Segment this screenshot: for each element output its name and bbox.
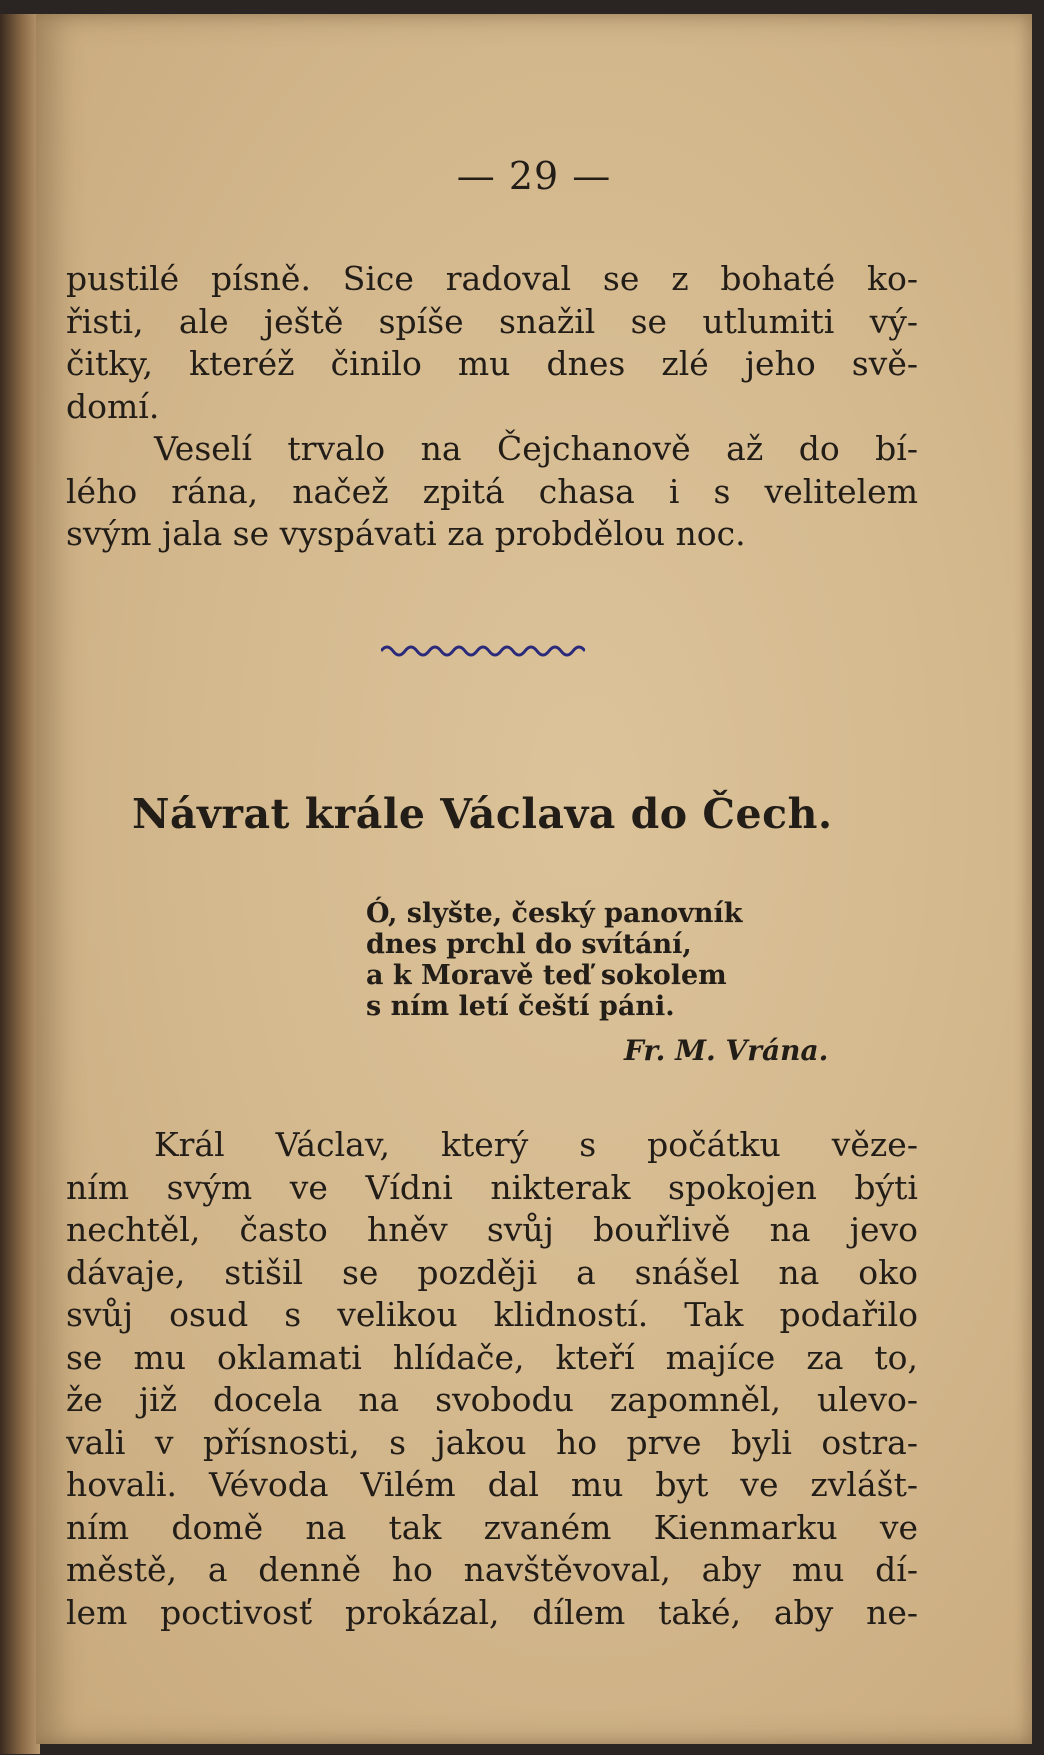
- text-line: řisti, ale ještě spíše snažil se utlumiti vý-: [66, 301, 918, 341]
- text-line: domí.: [66, 386, 160, 426]
- epigraph-line: s ním letí čeští páni.: [366, 991, 675, 1022]
- text-line: se mu oklamati hlídače, kteří majíce za to,: [66, 1337, 918, 1377]
- epigraph-line: dnes prchl do svítání,: [366, 929, 692, 960]
- epigraph-author: Fr. M. Vrána.: [624, 1034, 829, 1067]
- text-line: svůj osud s velikou klidností. Tak podařilo: [66, 1295, 918, 1334]
- text-line: Veselí trvalo na Čejchanově až do bí-: [154, 429, 918, 468]
- text-line: ním domě na tak zvaném Kienmarku ve: [66, 1507, 918, 1547]
- text-line: lého rána, načež zpitá chasa i s velitelem: [66, 471, 918, 511]
- text-line: městě, a denně ho navštěvoval, aby mu dí-: [66, 1550, 918, 1589]
- top-paragraph: [66, 258, 918, 428]
- second-paragraph: [66, 428, 918, 556]
- text-line: svým jala se vyspávati za probdělou noc.: [66, 514, 746, 553]
- text-line: čitky, kteréž činilo mu dnes zlé jeho svě-: [66, 344, 918, 383]
- section-heading: Návrat krále Václava do Čech.: [132, 790, 833, 838]
- text-line: vali v přísnosti, s jakou ho prve byli ostra-: [66, 1422, 918, 1462]
- text-line: ním svým ve Vídni nikterak spokojen býti: [66, 1167, 918, 1207]
- text-line: že již docela na svobodu zapomněl, ulevo-: [66, 1380, 918, 1419]
- page-number: — 29 —: [456, 154, 612, 198]
- book-gutter: [0, 14, 40, 1754]
- text-line: dávaje, stišil se později a snášel na oko: [66, 1252, 918, 1292]
- text-line: hovali. Vévoda Vilém dal mu byt ve zvlášt-: [66, 1465, 918, 1504]
- text-line: Král Václav, který s počátku věze-: [154, 1125, 918, 1164]
- wavy-ornament: [381, 642, 585, 660]
- epigraph-line: Ó, slyšte, český panovník: [366, 898, 743, 929]
- epigraph: [366, 898, 826, 1022]
- text-line: pustilé písně. Sice radoval se z bohaté ko-: [66, 259, 918, 298]
- epigraph-line: a k Moravě teď sokolem: [366, 960, 727, 991]
- main-paragraph: [66, 1124, 918, 1634]
- text-line: lem poctivosť prokázal, dílem také, aby ne-: [66, 1592, 918, 1632]
- text-line: nechtěl, často hněv svůj bouřlivě na jevo: [66, 1210, 918, 1249]
- book-page: [36, 14, 1032, 1744]
